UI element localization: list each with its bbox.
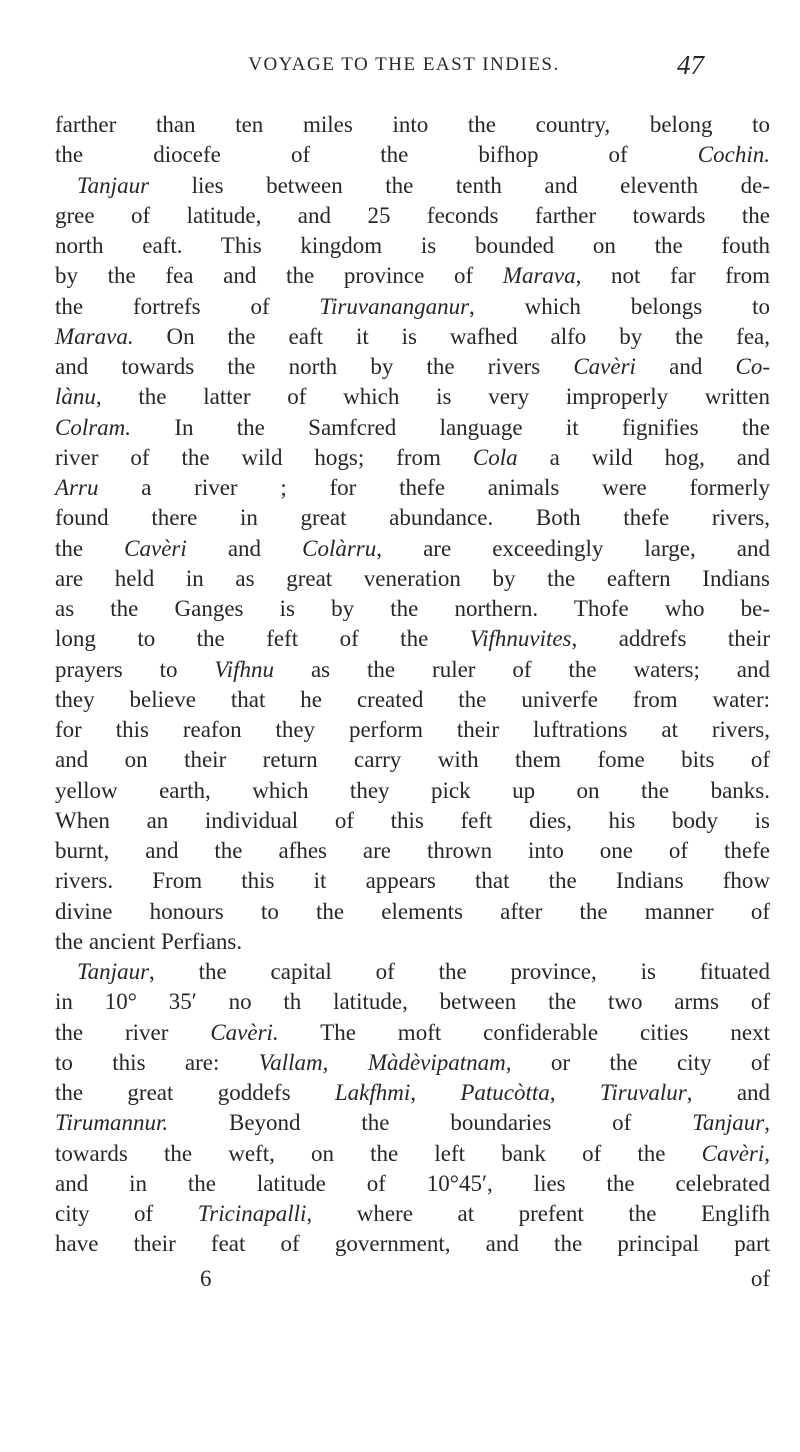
text-line: towards the weft, on the left bank of the Cavèri, (55, 1140, 770, 1166)
text-line: prayers to Vifhnu as the ruler of the waters; and (55, 656, 770, 682)
text-line: Arru a river ; for thefe animals were formerly (55, 475, 770, 500)
text-line: burnt, and the afhes are thrown into one of thefe (55, 838, 770, 863)
text-line: are held in as great veneration by the eaftern Indians (55, 565, 770, 591)
running-head (104, 50, 704, 90)
signature-mark: 6 (200, 1266, 212, 1291)
text-line: city of Tricinapalli, where at prefent the Englifh (55, 1201, 770, 1226)
text-line: rivers. From this it appears that the Indians fhow (55, 868, 770, 894)
text-line: farther than ten miles into the country, belong to (55, 112, 770, 137)
running-title: VOYAGE TO THE EAST INDIES. (248, 54, 560, 75)
text-line: the ancient Perfians. (55, 928, 243, 954)
page-number: 47 (677, 50, 704, 80)
body-text (55, 110, 770, 1260)
text-line: to this are: Vallam, Màdèvipatnam, or the city of (55, 1049, 771, 1075)
text-line: the Cavèri and Colàrru, are exceedingly large, and (55, 535, 770, 561)
text-line: in 10° 35′ no th latitude, between the two arms of (55, 989, 770, 1015)
text-line: the great goddefs Lakfhmi, Patucòtta, Tiruvalur, and (55, 1080, 771, 1105)
text-line: river of the wild hogs; from Cola a wild hog, and (55, 444, 770, 470)
catchword: of (750, 1266, 770, 1291)
text-line: gree of latitude, and 25 feconds farther towards the (55, 202, 770, 228)
text-line: as the Ganges is by the northern. Thofe who be- (55, 596, 770, 621)
text-line: the diocefe of the bifhop of Cochin. (55, 142, 770, 168)
text-line: yellow earth, which they pick up on the banks. (55, 777, 770, 803)
text-line: long to the feft of the Vifhnuvites, addrefs their (55, 626, 770, 652)
text-line: found there in great abundance. Both thefe rivers, (55, 505, 770, 531)
text-line: lànu, the latter of which is very improperly written (55, 384, 770, 410)
text-line: Tanjaur, the capital of the province, is fituated (77, 959, 770, 984)
text-line: for this reafon they perform their luftrations at rivers, (55, 717, 770, 742)
text-line: and on their return carry with them fome bits of (55, 747, 770, 773)
text-line: Tanjaur lies between the tenth and eleventh de- (77, 172, 770, 198)
text-line: north eaft. This kingdom is bounded on the fouth (55, 233, 770, 258)
text-line: the fortrefs of Tiruvananganur, which belongs to (55, 293, 770, 319)
text-line: Marava. On the eaft it is wafhed alfo by the fea, (55, 323, 770, 349)
text-line: When an individual of this feft dies, his body is (55, 807, 770, 833)
text-line: and towards the north by the rivers Cavèri and Co- (55, 354, 770, 379)
text-line: the river Cavèri. The moft confiderable cities next (55, 1019, 770, 1045)
page-footer (55, 1264, 770, 1294)
text-line: by the fea and the province of Marava, not far from (55, 263, 770, 289)
text-line: Colram. In the Samfcred language it fignifies the (55, 414, 770, 440)
text-line: they believe that he created the univerfe from water: (55, 686, 770, 712)
text-line: and in the latitude of 10°45′, lies the celebrated (55, 1170, 770, 1196)
text-line: divine honours to the elements after the manner of (55, 898, 770, 924)
text-line: have their feat of government, and the principal part (55, 1231, 770, 1257)
text-line: Tirumannur. Beyond the boundaries of Tanjaur, (55, 1110, 770, 1136)
